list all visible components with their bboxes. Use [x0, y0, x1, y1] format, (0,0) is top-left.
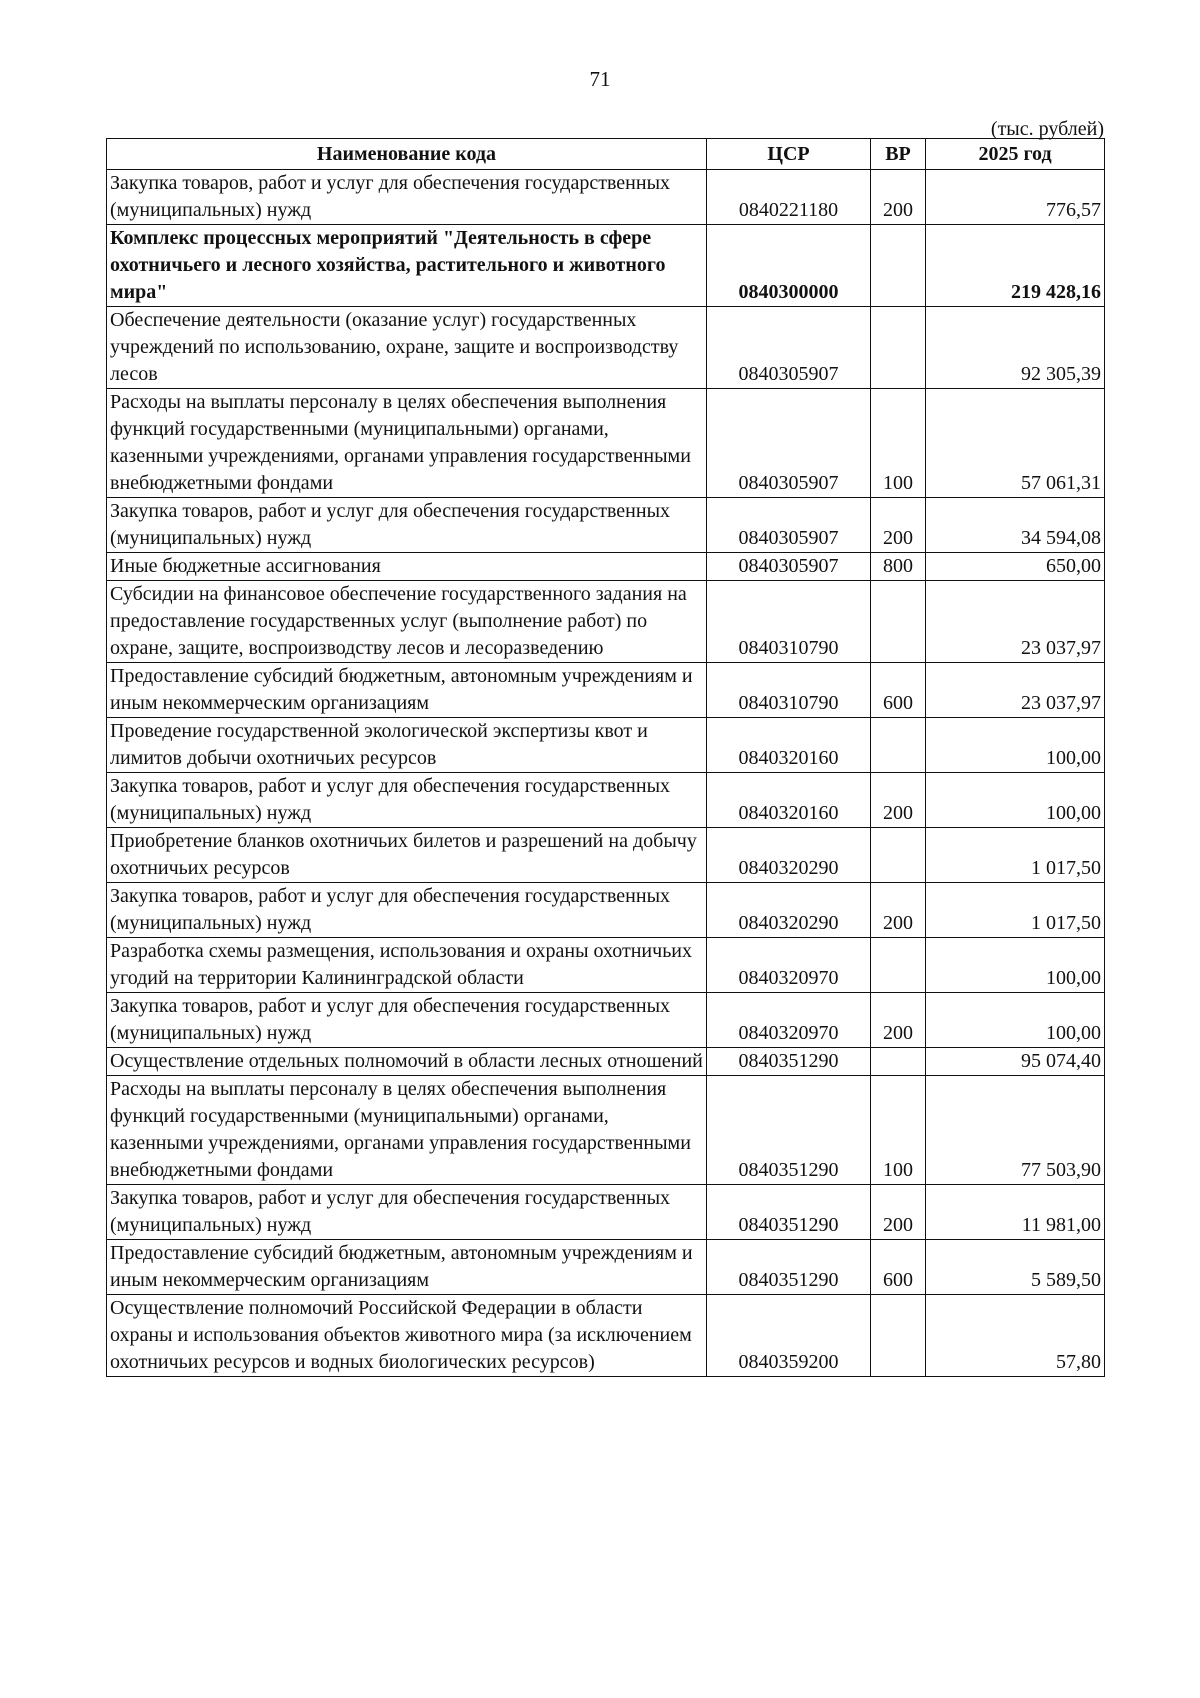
- table-row: [107, 307, 1105, 389]
- row-vr-cell: 100: [871, 1076, 926, 1185]
- row-csr-cell: 0840320160: [707, 718, 871, 773]
- row-csr-cell: 0840351290: [707, 1240, 871, 1295]
- row-csr-cell: 0840221180: [707, 170, 871, 225]
- row-vr-cell: 200: [871, 498, 926, 553]
- row-csr-cell: 0840359200: [707, 1295, 871, 1377]
- row-name-cell: Иные бюджетные ассигнования: [107, 553, 707, 581]
- row-name-cell: Осуществление отдельных полномочий в области лесных отношений: [107, 1048, 707, 1076]
- row-name-cell: Закупка товаров, работ и услуг для обеспечения государственных (муниципальных) нужд: [107, 883, 707, 938]
- row-vr-cell: [871, 718, 926, 773]
- row-vr-cell: 200: [871, 883, 926, 938]
- table-row: [107, 498, 1105, 553]
- table-row: [107, 1048, 1105, 1076]
- row-sum-cell: 57 061,31: [926, 389, 1105, 498]
- row-sum-cell: 23 037,97: [926, 663, 1105, 718]
- table-row: [107, 718, 1105, 773]
- table-row: [107, 663, 1105, 718]
- table-body: [107, 170, 1105, 1377]
- row-csr-cell: 0840320970: [707, 938, 871, 993]
- row-name-cell: Осуществление полномочий Российской Федерации в области охраны и использования объектов животного мира (за исключением охотничьих ресурсов и водных биологических ресурсов): [107, 1295, 707, 1377]
- row-csr-cell: 0840305907: [707, 498, 871, 553]
- table-row: [107, 773, 1105, 828]
- row-csr-cell: 0840320970: [707, 993, 871, 1048]
- row-vr-cell: 200: [871, 773, 926, 828]
- row-name-cell: Закупка товаров, работ и услуг для обеспечения государственных (муниципальных) нужд: [107, 498, 707, 553]
- header-csr: ЦСР: [707, 139, 871, 170]
- table-row: [107, 581, 1105, 663]
- row-sum-cell: 34 594,08: [926, 498, 1105, 553]
- row-csr-cell: 0840320160: [707, 773, 871, 828]
- row-name-cell: Закупка товаров, работ и услуг для обеспечения государственных (муниципальных) нужд: [107, 993, 707, 1048]
- table-row: [107, 828, 1105, 883]
- row-sum-cell: 92 305,39: [926, 307, 1105, 389]
- row-name-cell: Субсидии на финансовое обеспечение государственного задания на предоставление государственных услуг (выполнение работ) по охране, защите, воспроизводству лесов и лесоразведению: [107, 581, 707, 663]
- row-sum-cell: 100,00: [926, 773, 1105, 828]
- row-name-cell: Проведение государственной экологической экспертизы квот и лимитов добычи охотничьих ресурсов: [107, 718, 707, 773]
- table-row: [107, 553, 1105, 581]
- header-sum: 2025 год: [926, 139, 1105, 170]
- table-row: [107, 389, 1105, 498]
- row-vr-cell: [871, 1295, 926, 1377]
- row-name-cell: Предоставление субсидий бюджетным, автономным учреждениям и иным некоммерческим организациям: [107, 663, 707, 718]
- row-sum-cell: 95 074,40: [926, 1048, 1105, 1076]
- row-sum-cell: 100,00: [926, 938, 1105, 993]
- row-name-cell: Закупка товаров, работ и услуг для обеспечения государственных (муниципальных) нужд: [107, 1185, 707, 1240]
- row-vr-cell: [871, 581, 926, 663]
- table-row: [107, 883, 1105, 938]
- row-name-cell: Разработка схемы размещения, использования и охраны охотничьих угодий на территории Калининградской области: [107, 938, 707, 993]
- header-vr: ВР: [871, 139, 926, 170]
- budget-table: [106, 138, 1105, 1377]
- row-sum-cell: 776,57: [926, 170, 1105, 225]
- row-csr-cell: 0840351290: [707, 1185, 871, 1240]
- row-csr-cell: 0840351290: [707, 1076, 871, 1185]
- row-sum-cell: 219 428,16: [926, 225, 1105, 307]
- row-vr-cell: 600: [871, 1240, 926, 1295]
- page-number: 71: [589, 67, 611, 91]
- table-row: [107, 1240, 1105, 1295]
- row-vr-cell: 200: [871, 993, 926, 1048]
- units-note: (тыс. рублей): [990, 118, 1104, 140]
- row-sum-cell: 5 589,50: [926, 1240, 1105, 1295]
- table-row: [107, 1295, 1105, 1377]
- row-sum-cell: 57,80: [926, 1295, 1105, 1377]
- row-vr-cell: [871, 1048, 926, 1076]
- table-row: [107, 225, 1105, 307]
- table-header-row: [107, 139, 1105, 170]
- table-row: [107, 938, 1105, 993]
- table-row: [107, 993, 1105, 1048]
- row-name-cell: Закупка товаров, работ и услуг для обеспечения государственных (муниципальных) нужд: [107, 170, 707, 225]
- row-sum-cell: 11 981,00: [926, 1185, 1105, 1240]
- row-csr-cell: 0840305907: [707, 553, 871, 581]
- row-name-cell: Расходы на выплаты персоналу в целях обеспечения выполнения функций государственными (муниципальными) органами, казенными учреждениями, органами управления государственными внебюджетными фондами: [107, 389, 707, 498]
- table-row: [107, 1185, 1105, 1240]
- row-name-cell: Комплекс процессных мероприятий "Деятельность в сфере охотничьего и лесного хозяйства, растительного и животного мира": [107, 225, 707, 307]
- row-vr-cell: [871, 307, 926, 389]
- row-sum-cell: 650,00: [926, 553, 1105, 581]
- row-csr-cell: 0840305907: [707, 389, 871, 498]
- row-vr-cell: 600: [871, 663, 926, 718]
- row-name-cell: Предоставление субсидий бюджетным, автономным учреждениям и иным некоммерческим организациям: [107, 1240, 707, 1295]
- row-csr-cell: 0840351290: [707, 1048, 871, 1076]
- row-vr-cell: [871, 828, 926, 883]
- table-row: [107, 170, 1105, 225]
- row-vr-cell: 200: [871, 1185, 926, 1240]
- row-sum-cell: 100,00: [926, 718, 1105, 773]
- row-sum-cell: 23 037,97: [926, 581, 1105, 663]
- row-vr-cell: 800: [871, 553, 926, 581]
- row-csr-cell: 0840310790: [707, 581, 871, 663]
- row-csr-cell: 0840305907: [707, 307, 871, 389]
- row-csr-cell: 0840320290: [707, 883, 871, 938]
- row-vr-cell: [871, 938, 926, 993]
- row-sum-cell: 1 017,50: [926, 883, 1105, 938]
- row-csr-cell: 0840300000: [707, 225, 871, 307]
- row-csr-cell: 0840310790: [707, 663, 871, 718]
- row-sum-cell: 100,00: [926, 993, 1105, 1048]
- row-name-cell: Обеспечение деятельности (оказание услуг) государственных учреждений по использованию, охране, защите и воспроизводству лесов: [107, 307, 707, 389]
- row-sum-cell: 77 503,90: [926, 1076, 1105, 1185]
- row-name-cell: Расходы на выплаты персоналу в целях обеспечения выполнения функций государственными (муниципальными) органами, казенными учреждениями, органами управления государственными внебюджетными фондами: [107, 1076, 707, 1185]
- row-sum-cell: 1 017,50: [926, 828, 1105, 883]
- table-row: [107, 1076, 1105, 1185]
- row-name-cell: Приобретение бланков охотничьих билетов и разрешений на добычу охотничьих ресурсов: [107, 828, 707, 883]
- row-name-cell: Закупка товаров, работ и услуг для обеспечения государственных (муниципальных) нужд: [107, 773, 707, 828]
- row-vr-cell: 200: [871, 170, 926, 225]
- row-vr-cell: 100: [871, 389, 926, 498]
- header-name: Наименование кода: [107, 139, 707, 170]
- row-vr-cell: [871, 225, 926, 307]
- row-csr-cell: 0840320290: [707, 828, 871, 883]
